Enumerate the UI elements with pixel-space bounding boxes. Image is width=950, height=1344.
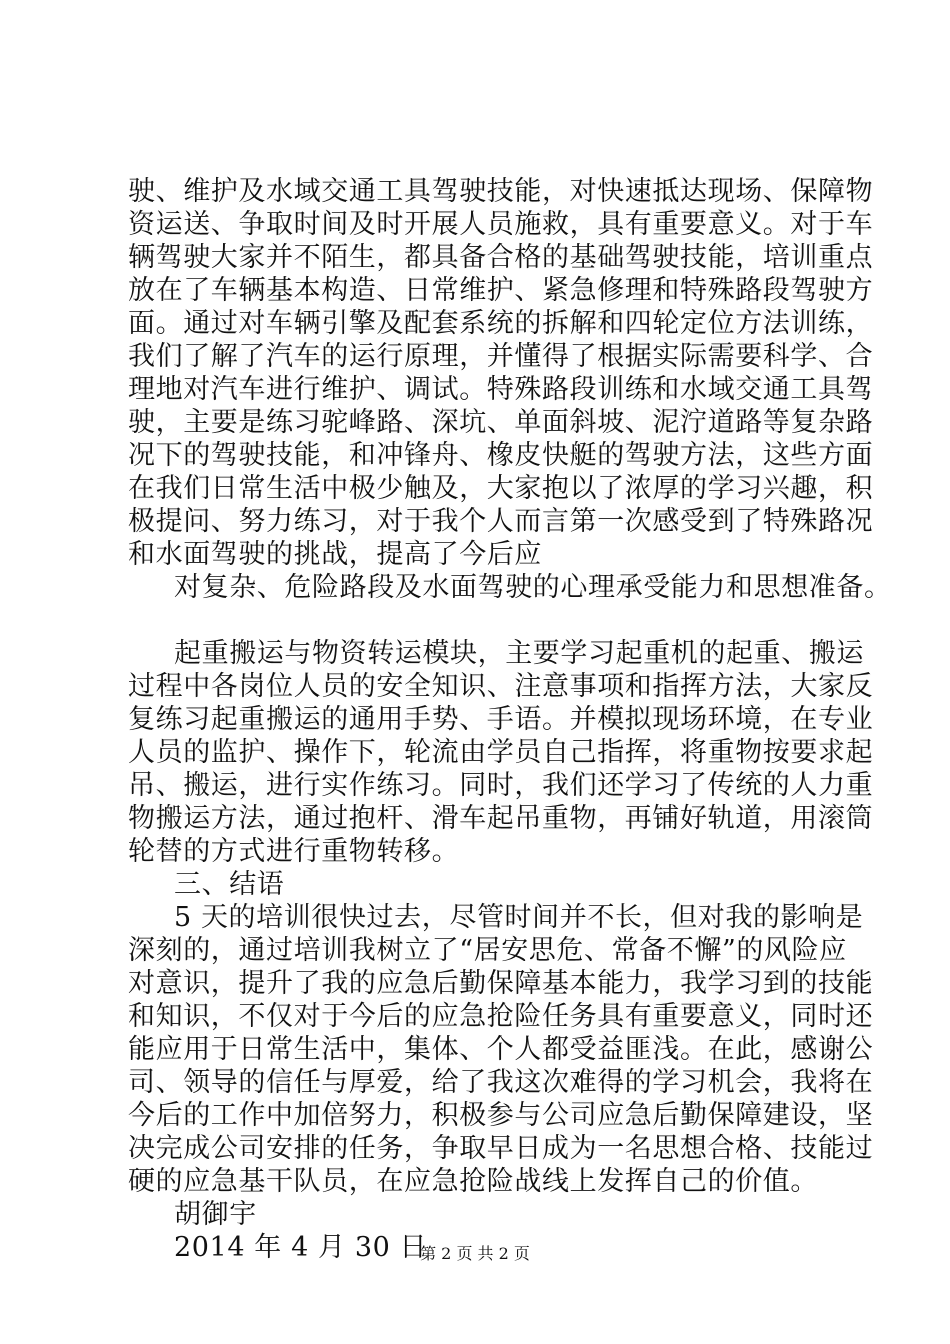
text-line: 硬的应急基干队员，在应急抢险战线上发挥自己的价值。 — [128, 1166, 818, 1197]
text-line: 辆驾驶大家并不陌生，都具备合格的基础驾驶技能，培训重点 — [128, 242, 874, 273]
text-line: 资运送、争取时间及时开展人员施救，具有重要意义。对于车 — [128, 209, 874, 240]
section-heading: 三、结语 — [174, 869, 285, 900]
paragraph-lifting-transport — [128, 637, 874, 868]
text-line: 和水面驾驶的挑战，提高了今后应 — [128, 539, 542, 570]
paragraph-spacer — [128, 604, 844, 637]
text-line: 起重搬运与物资转运模块，主要学习起重机的起重、搬运 — [174, 638, 864, 669]
text-line: 对复杂、危险路段及水面驾驶的心理承受能力和思想准备。 — [174, 572, 892, 603]
paragraph-training-driving — [128, 175, 892, 604]
text-line: 和知识，不仅对于今后的应急抢险任务具有重要意义，同时还 — [128, 1001, 874, 1032]
text-line: 能应用于日常生活中，集体、个人都受益匪浅。在此，感谢公 — [128, 1034, 874, 1065]
text-line: 今后的工作中加倍努力，积极参与公司应急后勤保障建设，坚 — [128, 1100, 874, 1131]
text-line: 复练习起重搬运的通用手势、手语。并模拟现场环境，在专业 — [128, 704, 874, 735]
text-line: 5 天的培训很快过去，尽管时间并不长，但对我的影响是 — [174, 902, 864, 933]
text-line: 理地对汽车进行维护、调试。特殊路段训练和水域交通工具驾 — [128, 374, 874, 405]
text-line: 放在了车辆基本构造、日常维护、紧急修理和特殊路段驾驶方 — [128, 275, 874, 306]
text-line: 况下的驾驶技能，和冲锋舟、橡皮快艇的驾驶方法，这些方面 — [128, 440, 874, 471]
text-line: 过程中各岗位人员的安全知识、注意事项和指挥方法，大家反 — [128, 671, 874, 702]
text-line: 我们了解了汽车的运行原理，并懂得了根据实际需要科学、合 — [128, 341, 874, 372]
text-line: 驶、维护及水域交通工具驾驶技能，对快速抵达现场、保障物 — [128, 176, 874, 207]
page-footer: 第 2 页 共 2 页 — [420, 1244, 530, 1263]
document-body — [128, 175, 892, 1264]
text-line: 决完成公司安排的任务，争取早日成为一名思想合格、技能过 — [128, 1133, 874, 1164]
text-line: 深刻的，通过培训我树立了“居安思危、常备不懈”的风险应 — [128, 935, 847, 966]
text-line: 吊、搬运，进行实作练习。同时，我们还学习了传统的人力重 — [128, 770, 874, 801]
text-line: 人员的监护、操作下，轮流由学员自己指挥，将重物按要求起 — [128, 737, 874, 768]
text-line: 在我们日常生活中极少触及，大家抱以了浓厚的学习兴趣，积 — [128, 473, 874, 504]
text-line: 对意识，提升了我的应急后勤保障基本能力，我学习到的技能 — [128, 968, 874, 999]
signature-date: 2014 年 4 月 30 日 — [174, 1232, 428, 1263]
paragraph-conclusion — [128, 901, 874, 1198]
text-line: 轮替的方式进行重物转移。 — [128, 836, 460, 867]
text-line: 极提问、努力练习，对于我个人而言第一次感受到了特殊路况 — [128, 506, 874, 537]
text-line: 物搬运方法，通过抱杆、滑车起吊重物，再铺好轨道，用滚筒 — [128, 803, 874, 834]
text-line: 面。通过对车辆引擎及配套系统的拆解和四轮定位方法训练， — [128, 308, 874, 339]
text-line: 司、领导的信任与厚爱，给了我这次难得的学习机会，我将在 — [128, 1067, 874, 1098]
text-line: 驶，主要是练习驼峰路、深坑、单面斜坡、泥泞道路等复杂路 — [128, 407, 874, 438]
signature-name: 胡御宇 — [174, 1199, 257, 1230]
